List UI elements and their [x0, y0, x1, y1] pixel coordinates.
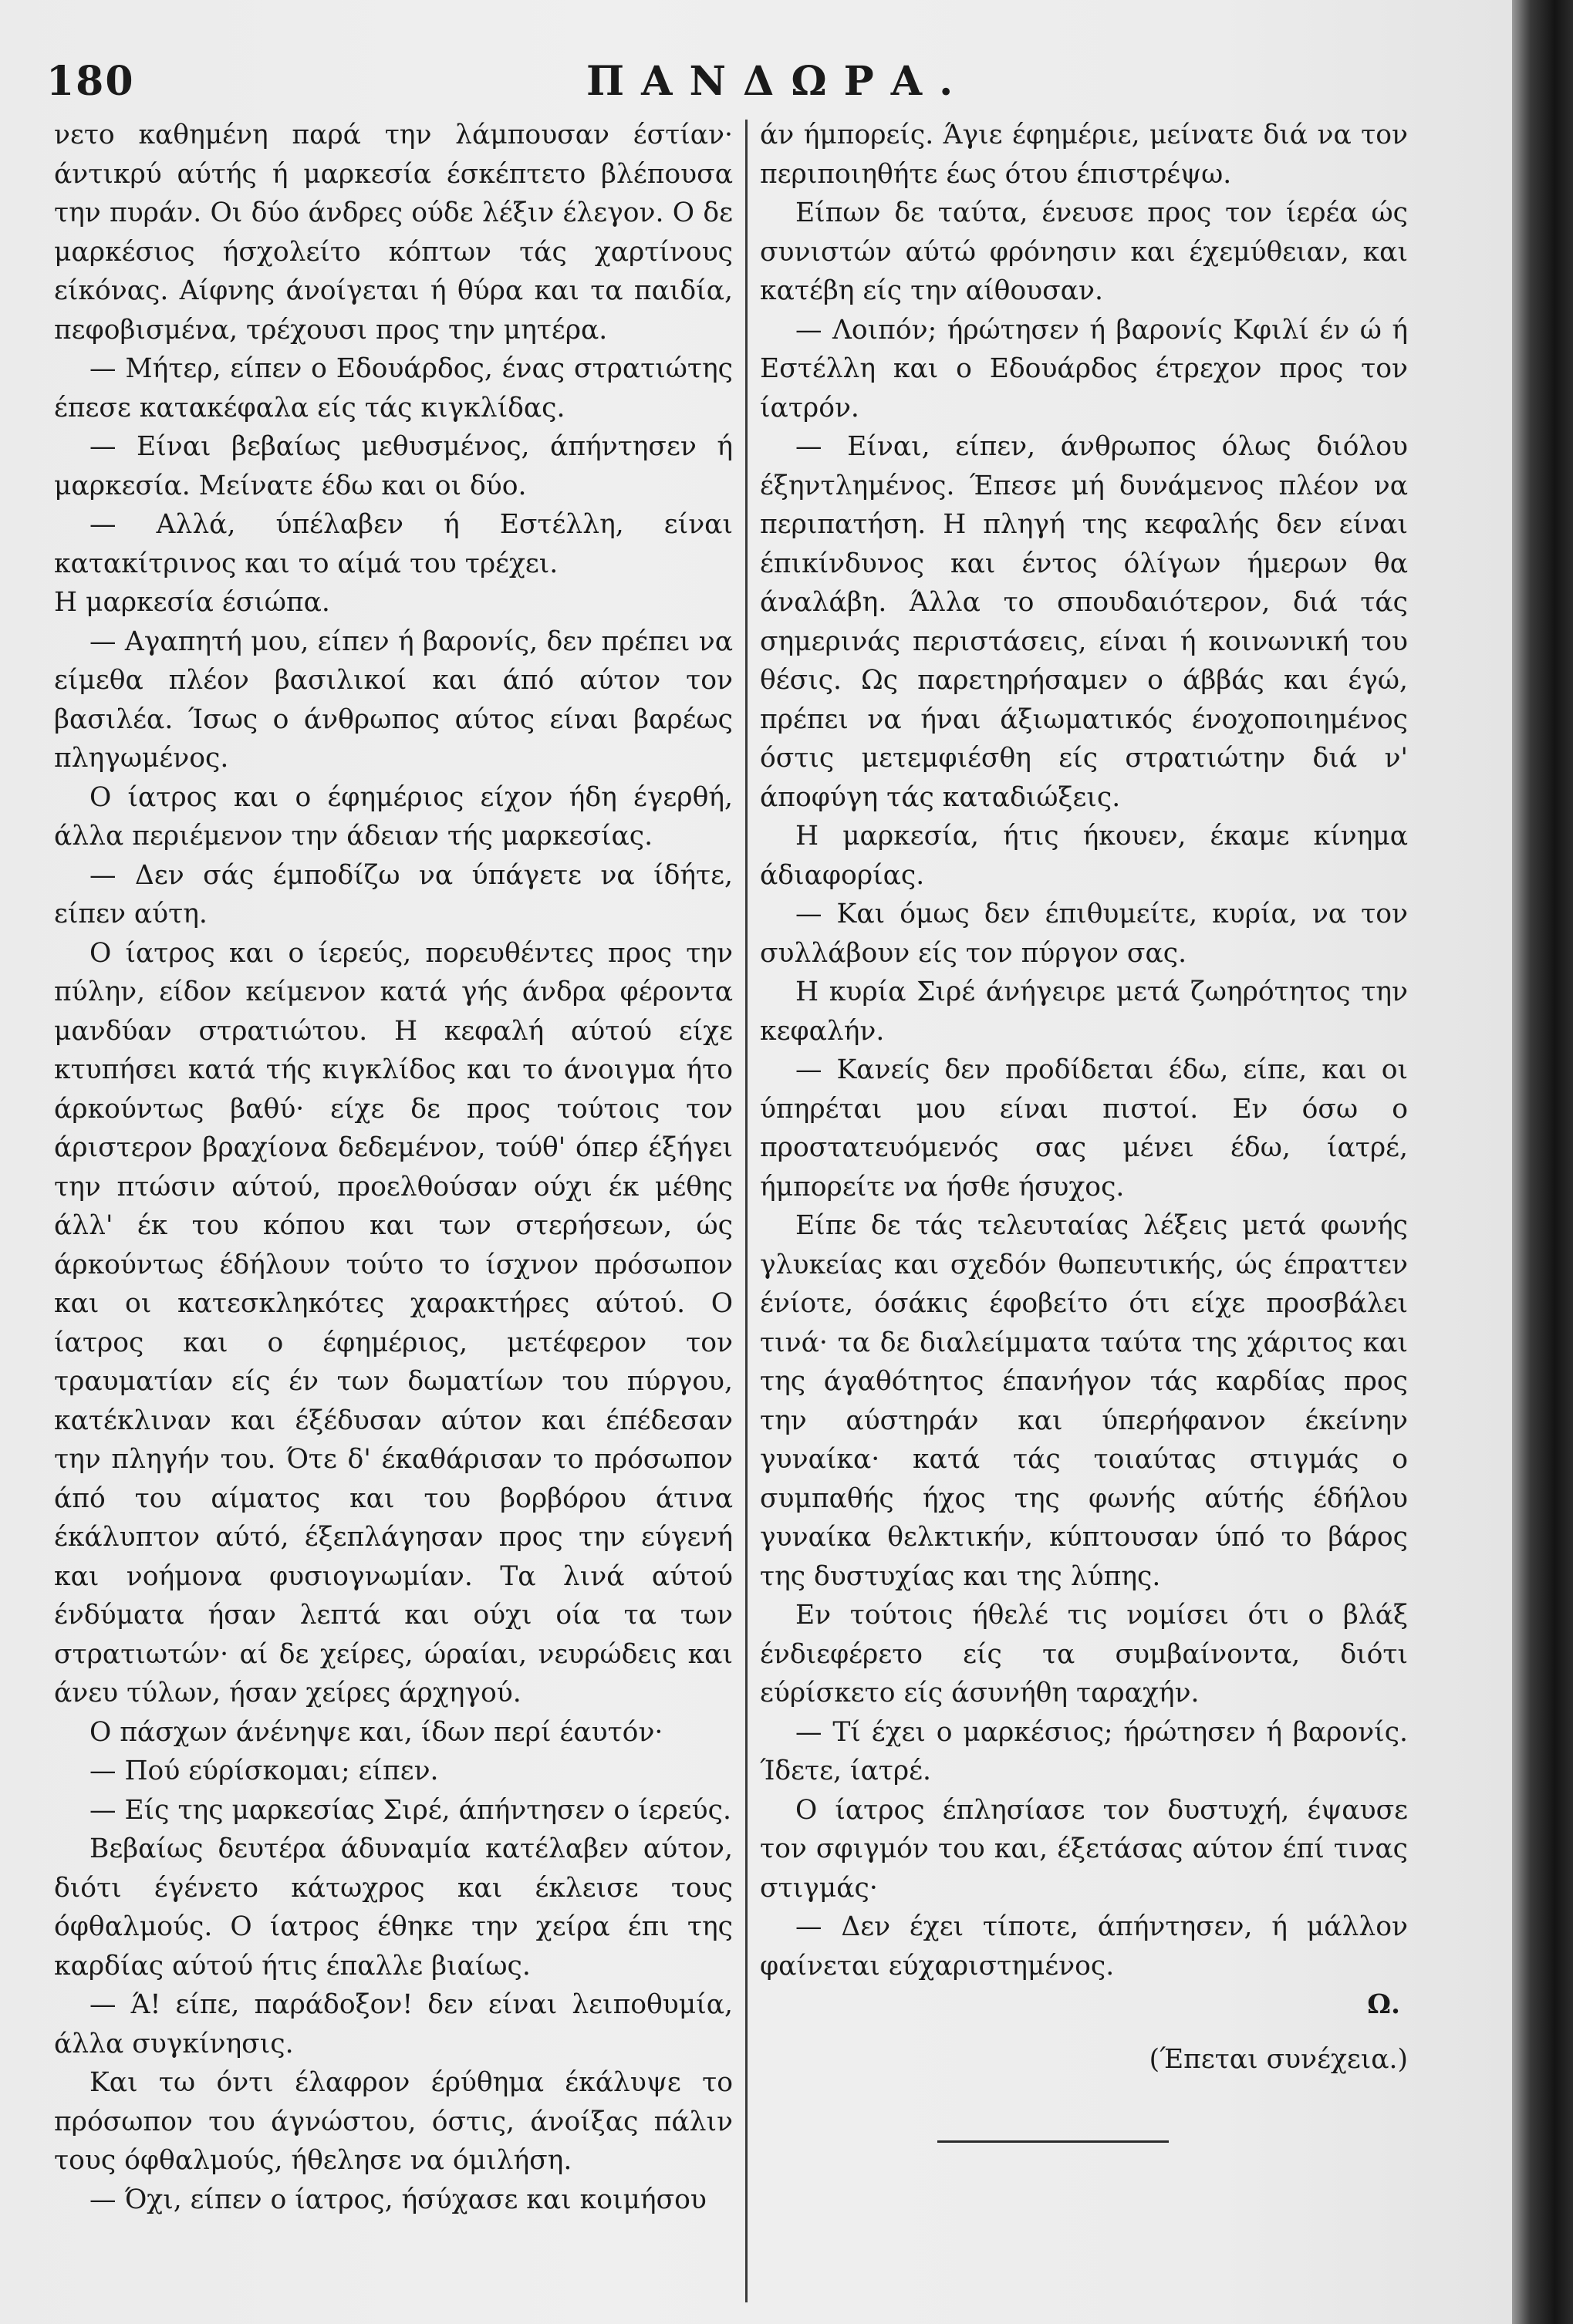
paragraph: — Και όμως δεν έπιθυμείτε, κυρία, να τον συλλάβουν είς τον πύργον σας.	[760, 899, 1408, 969]
paragraph: άν ήμπορείς. Άγιε έφημέριε, μείνατε διά να τον περιποιηθήτε έως ότου έπιστρέψω.	[760, 120, 1408, 190]
paragraph: — Τί έχει ο μαρκέσιος; ήρώτησεν ή βαρονίς. Ίδετε, ίατρέ.	[760, 1716, 1408, 1786]
right-column	[760, 116, 1408, 2143]
paragraph: Ο ίατρος και ο έφημέριος είχον ήδη έγερθή, άλλα περιέμενον την άδειαν τής μαρκεσίας.	[54, 781, 733, 852]
book-spine	[1512, 0, 1573, 2324]
running-title: ΠΑΝΔΩΡΑ.	[586, 58, 970, 105]
paragraph: — Είναι βεβαίως μεθυσμένος, άπήντησεν ή μαρκεσία. Μείνατε έδω και οι δύο.	[54, 431, 733, 501]
paragraph: Η κυρία Σιρέ άνήγειρε μετά ζωηρότητος την κεφαλήν.	[760, 976, 1408, 1047]
paragraph: Ο ίατρος και ο ίερεύς, πορευθέντες προς την πύλην, είδον κείμενον κατά γής άνδρα φέροντα μανδύαν στρατιώτου. Η κεφαλή αύτού είχε κτυπήσει κατά τής κιγκλίδος και το άνοιγμα ήτο άρκούντως βαθύ· είχε δε προς τούτοις τον άριστερον βραχίονα δεδεμένον, τούθ' όπερ έξήγει την πτώσιν αύτού, προελθούσαν ούχι έκ μέθης άλλ' έκ του κόπου και των στερήσεων, ώς άρκούντως έδήλουν τούτο το ίσχνον πρόσωπον και οι κατεσκληκότες χαρακτήρες αύτού. Ο ίατρος και ο έφημέριος, μετέφερον τον τραυματίαν είς έν των δωματίων του πύργου, κατέκλιναν και έξέδυσαν αύτον και έπέδεσαν την πληγήν του. Ότε δ' έκαθάρισαν το πρόσωπον άπό του αίματος και του βορβόρου άτινα έκάλυπτον αύτό, έξεπλάγησαν προς την εύγενή και νοήμονα φυσιογνωμίαν. Τα λινά αύτού ένδύματα ήσαν λεπτά και ούχι οία τα των στρατιωτών· αί δε χείρες, ώραίαι, νευρώδεις και άνευ τύλων, ήσαν χείρες άρχηγού.	[54, 937, 733, 1708]
paragraph: — Λοιπόν; ήρώτησεν ή βαρονίς Κφιλί έν ώ ή Εστέλλη και ο Εδουάρδος έτρεχον προς τον ίατρόν.	[760, 314, 1408, 423]
paragraph: — Είναι, είπεν, άνθρωπος όλως διόλου έξηντλημένος. Έπεσε μή δυνάμενος πλέον να περιπατήση. Η πληγή της κεφαλής δεν είναι έπικίνδυνος και έντος όλίγων ήμερων θα άναλάβη. Άλλα το σπουδαιότερον, διά τάς σημερινάς περιστάσεις, είναι ή κοινωνική του θέσις. Ως παρετηρήσαμεν ο άββάς και έγώ, πρέπει να ήναι άξιωματικός ένοχοποιημένος όστις μετεμφιέσθη είς στρατιώτην διά ν' άποφύγη τάς καταδιώξεις.	[760, 431, 1408, 813]
paragraph: — Αλλά, ύπέλαβεν ή Εστέλλη, είναι κατακίτρινος και το αίμά του τρέχει.	[54, 509, 733, 579]
end-rule	[937, 2140, 1169, 2143]
page-number: 180	[46, 58, 135, 105]
signature: Ω.	[1367, 1989, 1400, 2020]
page-header	[46, 58, 1419, 112]
paragraph: — Αγαπητή μου, είπεν ή βαρονίς, δεν πρέπει να είμεθα πλέον βασιλικοί και άπό αύτον τον βασιλέα. Ίσως ο άνθρωπος αύτος είναι βαρέως πληγωμένος.	[54, 626, 733, 774]
paragraph: Ο πάσχων άνένηψε και, ίδων περί έαυτόν·	[89, 1716, 663, 1748]
paragraph: Είπων δε ταύτα, ένευσε προς τον ίερέα ώς συνιστών αύτώ φρόνησιν και έχεμύθειαν, και κατέβη είς την αίθουσαν.	[760, 197, 1408, 306]
paragraph: — Όχι, είπεν ο ίατρος, ήσύχασε και κοιμήσου	[89, 2184, 707, 2215]
paragraph: Η μαρκεσία, ήτις ήκουεν, έκαμε κίνημα άδιαφορίας.	[760, 821, 1408, 891]
paragraph: — Μήτερ, είπεν ο Εδουάρδος, ένας στρατιώτης έπεσε κατακέφαλα είς τάς κιγκλίδας.	[54, 353, 733, 423]
left-column	[54, 116, 733, 2219]
paragraph: — Δεν σάς έμποδίζω να ύπάγετε να ίδήτε, είπεν αύτη.	[54, 859, 733, 929]
column-divider	[745, 120, 748, 2302]
paragraph: νετο καθημένη παρά την λάμπουσαν έστίαν· άντικρύ αύτής ή μαρκεσία έσκέπτετο βλέπουσα την πυράν. Οι δύο άνδρες ούδε λέξιν έλεγον. Ο δε μαρκέσιος ήσχολείτο κόπτων τάς χαρτίνους είκόνας. Αίφνης άνοίγεται ή θύρα και τα παιδία, πεφοβισμένα, τρέχουσι προς την μητέρα.	[54, 120, 733, 346]
signature-line	[760, 1985, 1408, 2025]
paragraph: Εν τούτοις ήθελέ τις νομίσει ότι ο βλάξ ένδιεφέρετο είς τα συμβαίνοντα, διότι εύρίσκετο είς άσυνήθη ταραχήν.	[760, 1600, 1408, 1708]
paragraph: — Είς της μαρκεσίας Σιρέ, άπήντησεν ο ίερεύς.	[89, 1794, 731, 1826]
paragraph: — Πού εύρίσκομαι; είπεν.	[89, 1756, 439, 1786]
paragraph: Είπε δε τάς τελευταίας λέξεις μετά φωνής γλυκείας και σχεδόν θωπευτικής, ώς έπραττεν ένίοτε, όσάκις έφοβείτο ότι είχε προσβάλει τινά· τα δε διαλείμματα ταύτα της χάριτος και της άγαθότητος έπανήγον τάς καρδίας προς την αύστηράν και ύπερήφανον έκείνην γυναίκα· κατά τάς τοιαύτας στιγμάς ο συμπαθής ήχος της φωνής αύτής έδήλου γυναίκα θελκτικήν, κύπτουσαν ύπό το βάρος της δυστυχίας και της λύπης.	[760, 1210, 1408, 1592]
paragraph: — Ά! είπε, παράδοξον! δεν είναι λειποθυμία, άλλα συγκίνησις.	[54, 1989, 733, 2059]
continued-note: (Έπεται συνέχεια.)	[1149, 2043, 1408, 2075]
paragraph: — Κανείς δεν προδίδεται έδω, είπε, και οι ύπηρέται μου είναι πιστοί. Εν όσω ο προστατευόμενός σας μένει έδω, ίατρέ, ήμπορείτε να ήσθε ήσυχος.	[760, 1054, 1408, 1202]
paragraph: Ο ίατρος έπλησίασε τον δυστυχή, έψαυσε τον σφιγμόν του και, έξετάσας αύτον έπί τινας στιγμάς·	[760, 1794, 1408, 1904]
paragraph: Η μαρκεσία έσιώπα.	[54, 587, 330, 618]
paragraph: Και τω όντι έλαφρον έρύθημα έκάλυψε το πρόσωπον του άγνώστου, όστις, άνοίξας πάλιν τους όφθαλμούς, ήθελησε να όμιλήση.	[54, 2067, 733, 2176]
paragraph: — Δεν έχει τίποτε, άπήντησεν, ή μάλλον φαίνεται εύχαριστημένος.	[760, 1911, 1408, 1982]
paragraph: Βεβαίως δευτέρα άδυναμία κατέλαβεν αύτον, διότι έγένετο κάτωχρος και έκλεισε τους όφθαλμούς. Ο ίατρος έθηκε την χείρα έπι της καρδίας αύτού ήτις έπαλλε βιαίως.	[54, 1833, 733, 1982]
